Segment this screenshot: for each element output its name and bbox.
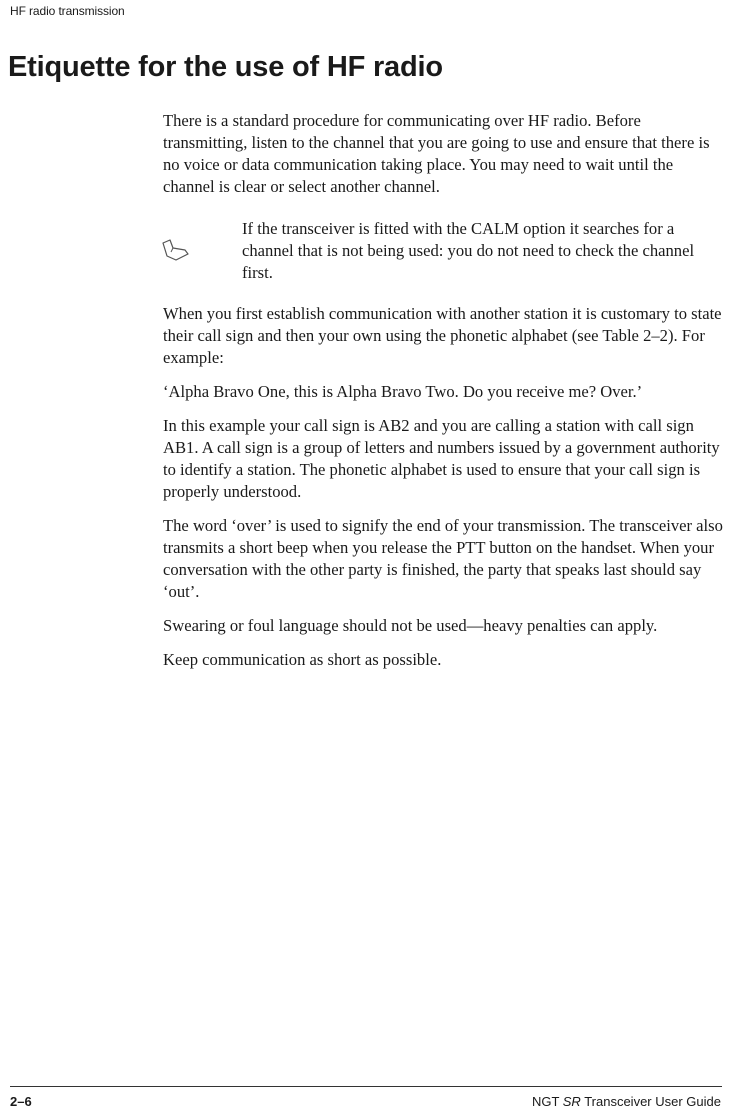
note-block — [163, 218, 723, 284]
intro-paragraph: There is a standard procedure for communicating over HF radio. Before transmitting, listen to the channel that you are going to use and ensure that there is no voice or data communication taking place. You may need to wait until the channel is clear or select another channel. — [163, 111, 710, 196]
body-text — [163, 110, 723, 683]
page-number: 2–6 — [10, 1094, 32, 1109]
pointing-hand-icon — [161, 238, 191, 262]
keep-short-paragraph: Keep communication as short as possible. — [163, 650, 442, 669]
running-header: HF radio transmission — [10, 4, 125, 18]
guide-title — [532, 1094, 721, 1109]
callsign-intro-paragraph: When you first establish communication with another station it is customary to state their call sign and then your own using the phonetic alphabet (see Table 2–2). For example: — [163, 304, 722, 367]
footer-rule — [10, 1086, 722, 1087]
note-text: If the transceiver is fitted with the CALM option it searches for a channel that is not being used: you do not need to check the channel first. — [242, 219, 695, 282]
guide-title-model: SR — [562, 1094, 581, 1109]
page-title: Etiquette for the use of HF radio — [8, 51, 443, 83]
guide-title-suffix: Transceiver User Guide — [580, 1094, 721, 1109]
guide-title-prefix: NGT — [531, 1094, 563, 1109]
over-out-paragraph: The word ‘over’ is used to signify the end of your transmission. The transceiver also transmits a short beep when you release the PTT button on the handset. When your conversation with the other party is finished, the party that speaks last should say ‘out’. — [163, 516, 723, 601]
swearing-paragraph: Swearing or foul language should not be used—heavy penalties can apply. — [163, 616, 658, 635]
callsign-explain-paragraph: In this example your call sign is AB2 and you are calling a station with call sign AB1. A call sign is a group of letters and numbers issued by a government authority to identify a station. The phonetic alphabet is used to ensure that your call sign is properly understood. — [163, 416, 720, 501]
example-quote-paragraph: ‘Alpha Bravo One, this is Alpha Bravo Two. Do you receive me? Over.’ — [163, 382, 643, 401]
